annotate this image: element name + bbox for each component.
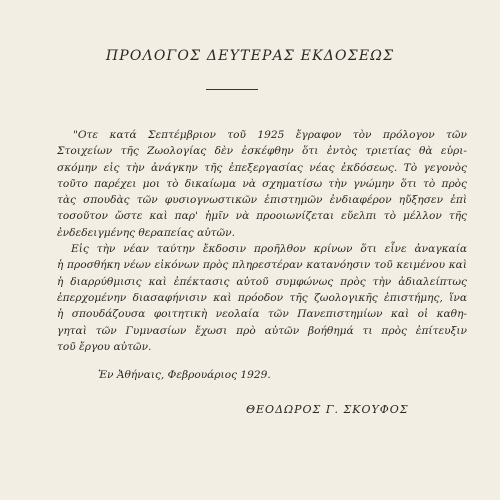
text-line: τοῦτο παρέχει μοι τὸ δικαίωμα νὰ σχηματίσω τὴν γνώμην ὅτι τὸ πρὸς <box>57 177 467 190</box>
text-line: Στοιχείων τῆς Ζωολογίας δὲν ἐσκέφθην ὅτι ἐντὸς τριετίας θὰ εὑρι- <box>57 145 467 158</box>
text-line: τοσοῦτον ὥστε καὶ παρ' ἡμῖν νὰ προοιωνίζεται εὔελπι τὸ μέλλον τῆς <box>57 210 467 223</box>
text-line: γηταὶ τῶν Γυμνασίων ἔχωσι πρὸ αὐτῶν βοήθημά τι πρὸς ἐπίτευξιν <box>57 324 467 337</box>
page-title: ΠΡΟΛΟΓΟΣ ΔΕΥΤΕΡΑΣ ΕΚΔΟΣΕΩΣ <box>105 48 395 64</box>
text-line: τοῦ ἔργου αὐτῶν. <box>57 340 152 353</box>
text-line: ἐπερχομένην διασαφήνισιν καὶ πρόοδον τῆς ζωολογικῆς ἐπιστήμης, ἵνα <box>57 291 467 304</box>
text-line: Εἰς τὴν νέαν ταύτην ἔκδοσιν προῆλθον κρίνων ὅτι εἶνε ἀναγκαία <box>71 243 467 256</box>
text-line: ἡ προσθήκη νέων εἰκόνων πρὸς πληρεστέραν κατανόησιν τοῦ κειμένου καὶ <box>57 259 467 272</box>
text-line: σκόμην εἰς τὴν ἀνάγκην τῆς ἐπεξεργασίας νέας ἐκδόσεως. Τὸ γεγονὸς <box>57 161 467 174</box>
author-signature: ΘΕΟΔΩΡΟΣ Γ. ΣΚΟΥΦΟΣ <box>246 403 409 416</box>
paragraph-2 <box>57 241 467 355</box>
text-line: "Οτε κατά Σεπτέμβριον τοῦ 1925 ἔγραφον τὸν πρόλογον τῶν <box>73 129 467 141</box>
paragraph-1 <box>57 127 467 241</box>
text-line: τὰς σπουδὰς τῶν φυσιογνωστικῶν ἐπιστημῶν ἐνδιαφέρον ηὔξησεν ἐπὶ <box>57 194 467 207</box>
preface-body <box>57 127 467 355</box>
text-line: ἐνδεδειγμένης θεραπείας αὐτῶν. <box>57 226 235 239</box>
title-divider <box>206 89 258 90</box>
text-line: ἡ σπουδάζουσα φοιτητικὴ νεολαία τῶν Πανεπιστημίων καὶ οἱ καθη- <box>57 308 467 321</box>
text-line: ἡ διαρρύθμισις καὶ ἐπέκτασις αὐτοῦ συμφώνως πρὸς τὴν ἀδιαλείπτως <box>57 275 467 288</box>
place-date: Ἐν Ἀθήναις, Φεβρουάριος 1929. <box>98 369 271 381</box>
